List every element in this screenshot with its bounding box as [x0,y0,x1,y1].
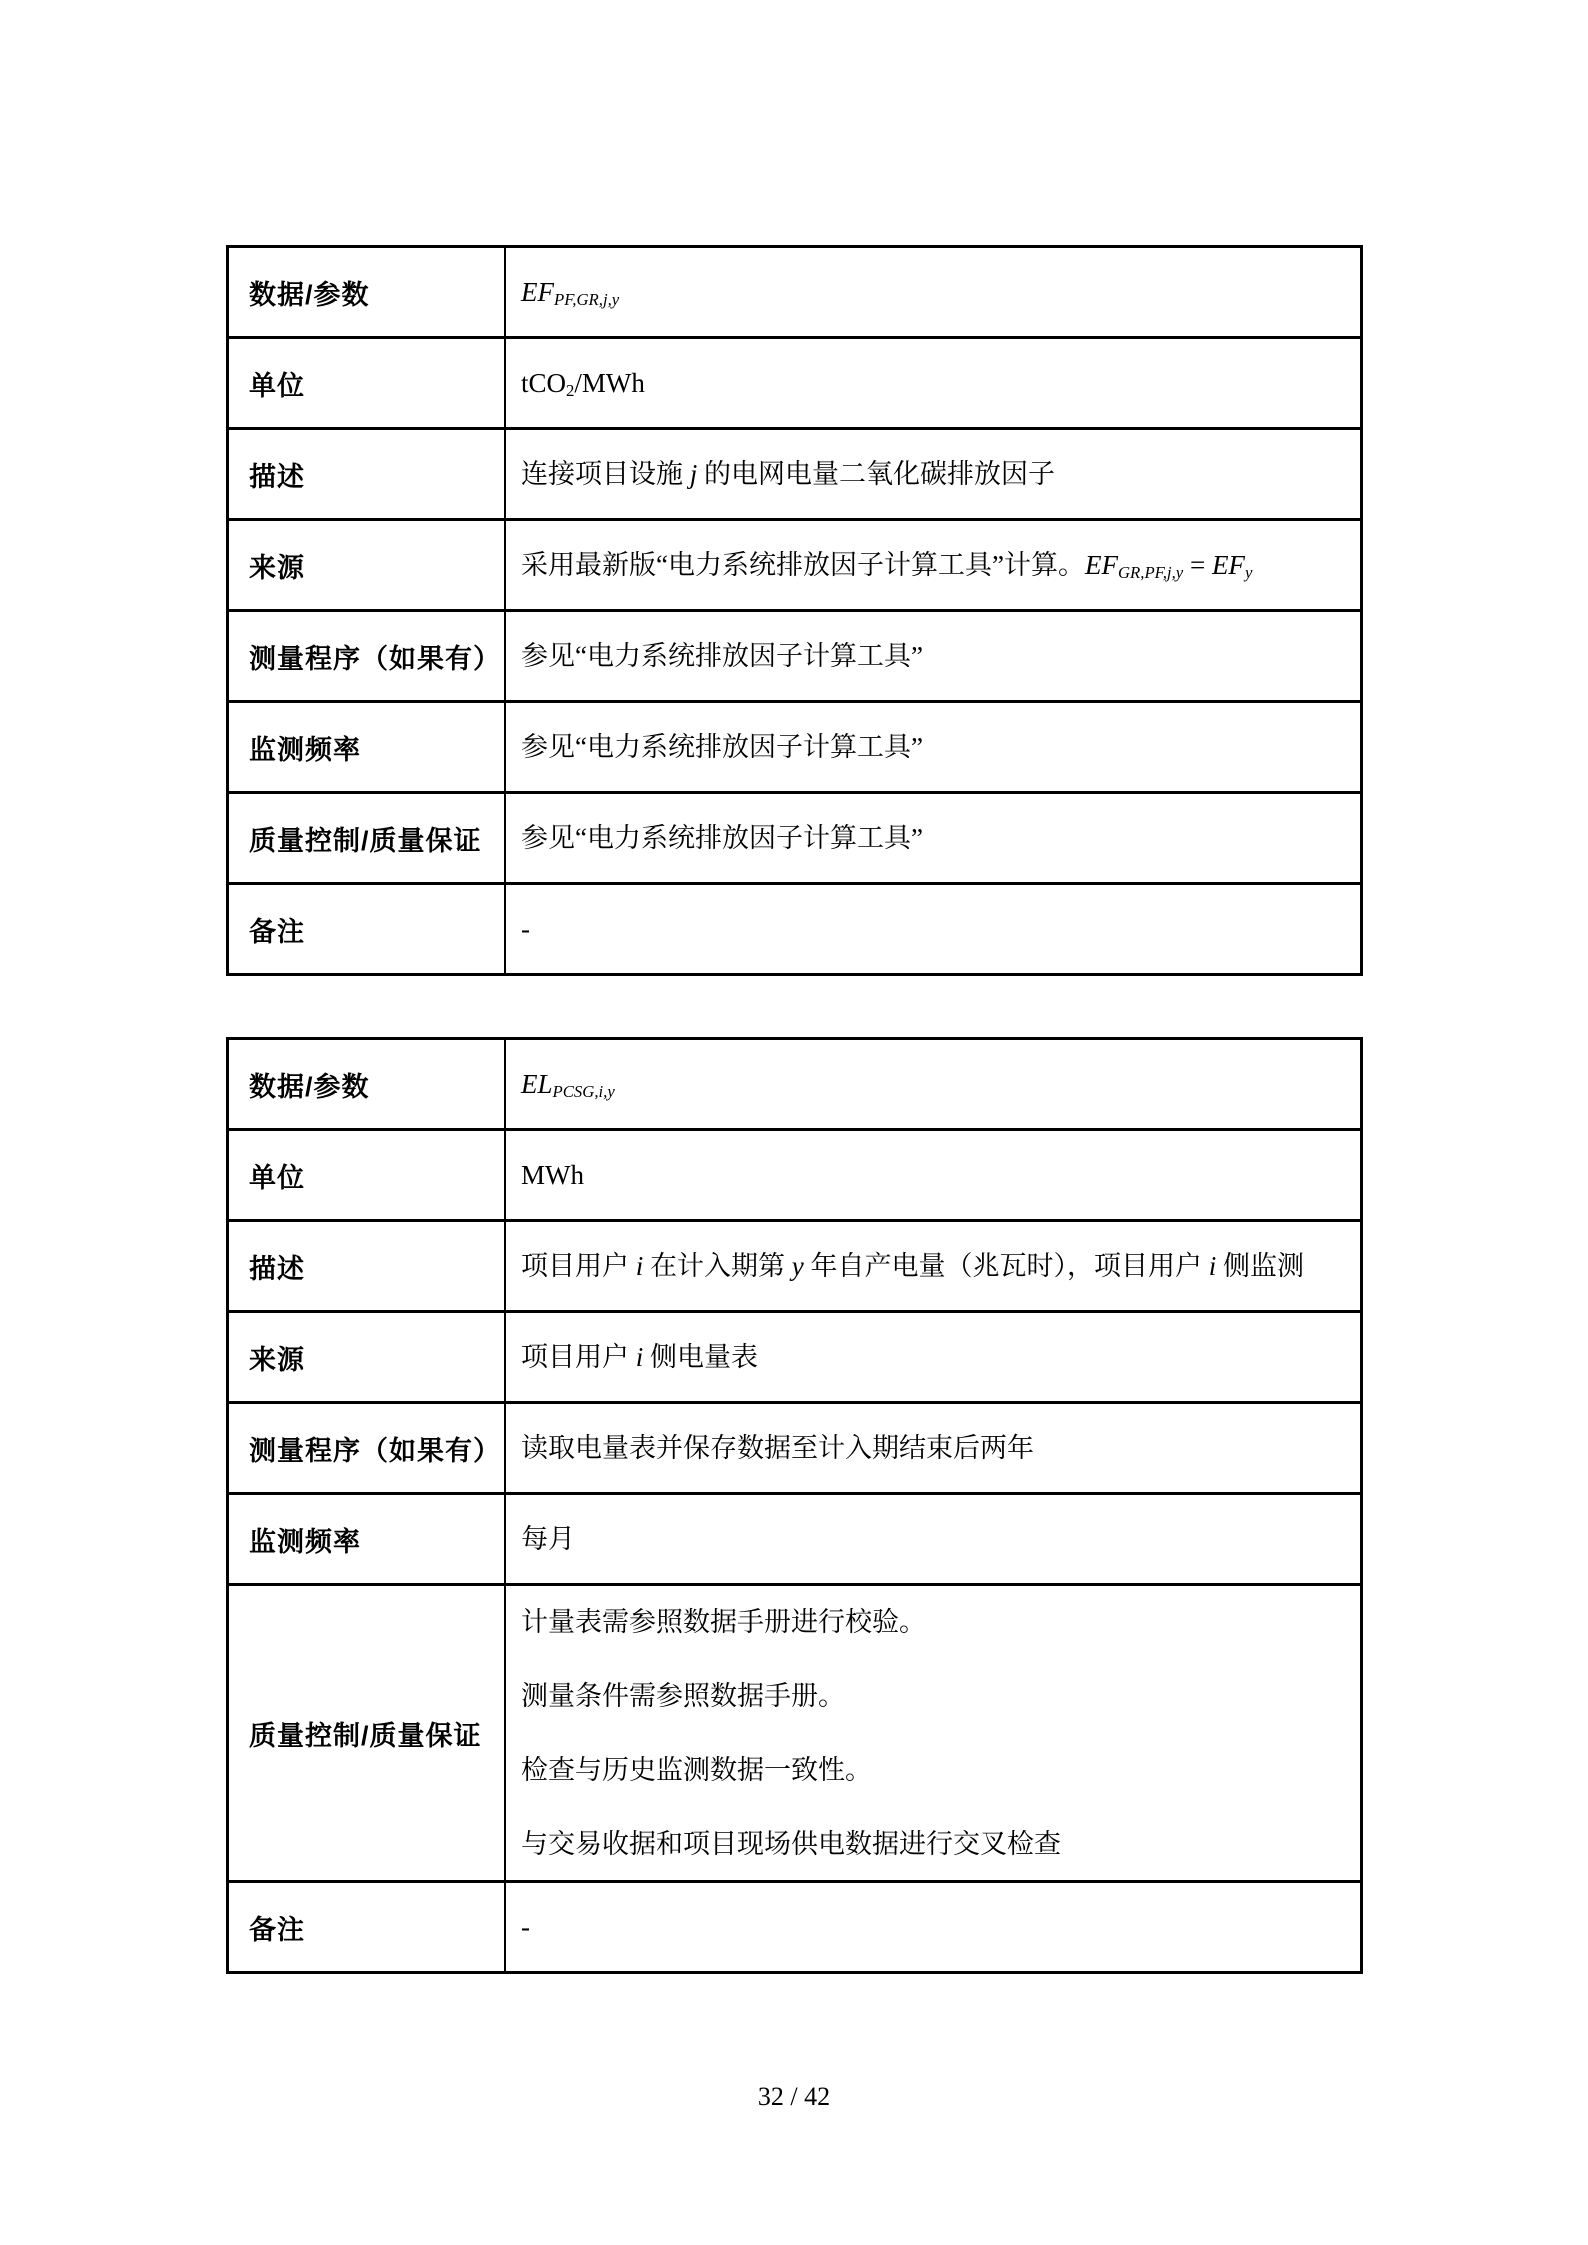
row-value [506,1404,1360,1492]
value-paragraph [521,365,1346,401]
value-paragraph [521,1678,1346,1714]
row-label: 质量控制/质量保证 [229,794,506,882]
row-label: 监测频率 [229,703,506,791]
text-segment: = [1183,550,1212,580]
text-segment: 与交易收据和项目现场供电数据进行交叉检查 [521,1829,1061,1859]
text-segment: 侧电量表 [643,1342,759,1372]
row-label: 测量程序（如果有） [229,1404,506,1492]
text-segment: 检查与历史监测数据一致性。 [521,1755,872,1785]
table-row [229,794,1360,885]
row-value [506,703,1360,791]
row-label: 数据/参数 [229,1040,506,1128]
text-segment: 采用最新版“电力系统排放因子计算工具”计算。 [521,550,1085,580]
row-value [506,1313,1360,1401]
row-value [506,521,1360,609]
text-segment: /MWh [574,368,645,398]
row-label: 描述 [229,430,506,518]
value-paragraph [521,1521,1346,1557]
text-segment: 项目用户 [521,1342,636,1372]
text-segment: 的电网电量二氧化碳排放因子 [697,459,1056,489]
row-label: 单位 [229,339,506,427]
value-paragraph [521,547,1346,583]
value-paragraph [521,1066,1346,1102]
text-segment: 连接项目设施 [521,459,690,489]
text-segment: 每月 [521,1524,575,1554]
table-row [229,339,1360,430]
text-segment: 参见“电力系统排放因子计算工具” [521,641,923,671]
row-label: 描述 [229,1222,506,1310]
page-number: 32 / 42 [757,2082,831,2111]
row-label: 测量程序（如果有） [229,612,506,700]
value-paragraph [521,911,1346,947]
text-segment: j [689,459,698,489]
row-label: 质量控制/质量保证 [229,1586,506,1880]
table-row [229,1586,1360,1883]
text-segment: y [1244,563,1253,583]
value-paragraph [521,729,1346,765]
value-paragraph [521,1752,1346,1788]
table-row [229,1883,1360,1971]
row-value [506,1131,1360,1219]
table-row [229,248,1360,339]
text-segment: MWh [521,1160,584,1190]
text-segment: EL [521,1069,553,1099]
row-value [506,1495,1360,1583]
row-label: 来源 [229,521,506,609]
text-segment: EF [1084,550,1118,580]
table-row [229,1131,1360,1222]
text-segment: y [791,1251,804,1281]
text-segment: 侧监测 [1216,1251,1305,1281]
row-value [506,248,1360,336]
value-paragraph [521,1248,1346,1284]
table-row [229,430,1360,521]
row-value [506,885,1360,973]
table-row [229,1313,1360,1404]
text-segment: 测量条件需参照数据手册。 [521,1681,845,1711]
value-paragraph [521,1430,1346,1466]
table-row [229,885,1360,973]
text-segment: i [635,1342,644,1372]
row-label: 单位 [229,1131,506,1219]
text-segment: tCO [521,368,567,398]
row-label: 数据/参数 [229,248,506,336]
row-value [506,1040,1360,1128]
row-label: 备注 [229,1883,506,1971]
text-segment: i [1208,1251,1217,1281]
row-label: 来源 [229,1313,506,1401]
parameter-table-1 [226,245,1363,976]
text-segment: - [521,914,530,944]
text-segment: 2 [566,381,575,401]
value-paragraph [521,1604,1346,1640]
text-segment: PF,GR,j,y [554,290,620,310]
row-value [506,339,1360,427]
table-row [229,1404,1360,1495]
row-value [506,1586,1360,1880]
value-paragraph [521,1826,1346,1862]
parameter-table-2 [226,1037,1363,1974]
value-paragraph [521,820,1346,856]
text-segment: 读取电量表并保存数据至计入期结束后两年 [521,1433,1034,1463]
value-paragraph [521,638,1346,674]
text-segment: GR,PF,j,y [1117,563,1184,583]
text-segment: PCSG,i,y [552,1082,615,1102]
value-paragraph [521,274,1346,310]
table-row [229,612,1360,703]
table-row [229,521,1360,612]
row-value [506,430,1360,518]
text-segment: 参见“电力系统排放因子计算工具” [521,732,923,762]
text-segment: - [521,1912,530,1942]
text-segment: 参见“电力系统排放因子计算工具” [521,823,923,853]
text-segment: EF [1211,550,1245,580]
table-row [229,1040,1360,1131]
row-label: 备注 [229,885,506,973]
text-segment: 在计入期第 [643,1251,792,1281]
value-paragraph [521,456,1346,492]
table-row [229,1495,1360,1586]
row-value [506,612,1360,700]
value-paragraph [521,1339,1346,1375]
table-row [229,1222,1360,1313]
row-value [506,1222,1360,1310]
text-segment: 年自产电量（兆瓦时），项目用户 [803,1251,1209,1281]
text-segment: 计量表需参照数据手册进行校验。 [521,1607,926,1637]
table-row [229,703,1360,794]
text-segment: i [635,1251,644,1281]
text-segment: EF [521,277,554,307]
value-paragraph [521,1909,1346,1945]
row-value [506,794,1360,882]
row-value [506,1883,1360,1971]
row-label: 监测频率 [229,1495,506,1583]
value-paragraph [521,1157,1346,1193]
text-segment: 项目用户 [521,1251,636,1281]
